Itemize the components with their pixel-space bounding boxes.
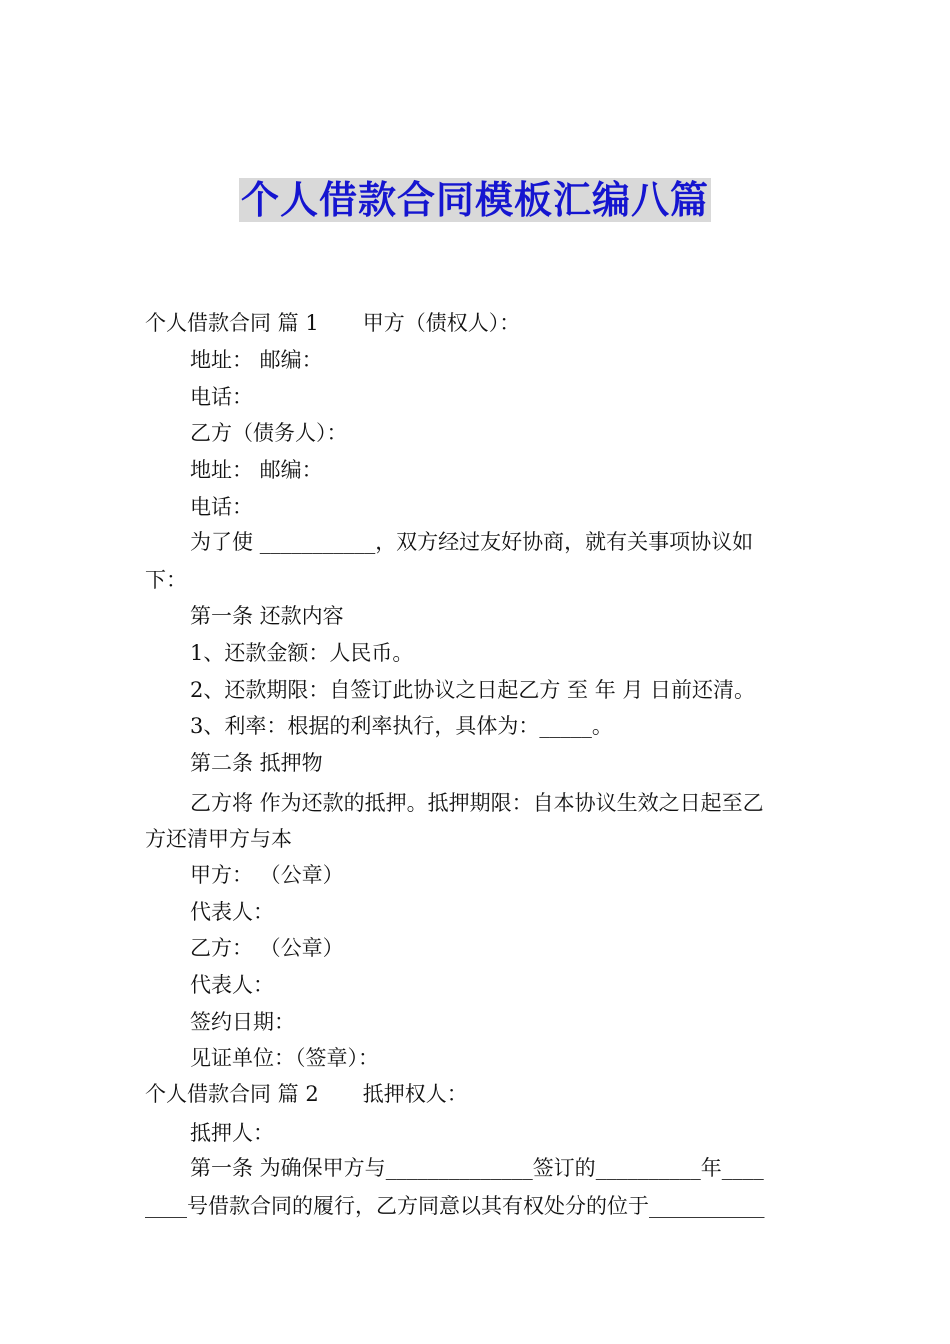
s2-article1-blank3: ____ [721, 1156, 764, 1180]
sign-a: 甲方： （公章） [190, 863, 344, 887]
item1: 1、还款金额：人民币。 [190, 641, 414, 665]
s2-article1-pre: 第一条 为确保甲方与 [190, 1156, 386, 1180]
article1-title: 第一条 还款内容 [190, 604, 344, 628]
mortgagee-label: 抵押权人： [362, 1082, 468, 1106]
section2-heading: 个人借款合同 篇 2 [145, 1082, 319, 1106]
section1-heading: 个人借款合同 篇 1 [145, 311, 319, 335]
s2-article1-cont-blank2: ___________ [649, 1194, 765, 1218]
item2: 2、还款期限：自签订此协议之日起乙方 至 年 月 日前还清。 [190, 678, 756, 702]
purpose-blank: ___________ [259, 530, 376, 554]
witness: 见证单位：（签章）： [190, 1046, 379, 1070]
mortgagor-label: 抵押人： [190, 1121, 274, 1145]
sign-date: 签约日期： [190, 1010, 295, 1034]
address-b: 地址： 邮编： [190, 458, 323, 482]
item3-line [190, 713, 810, 739]
purpose-cont: 下： [145, 568, 187, 592]
party-a-label: 甲方（债权人）： [362, 311, 521, 335]
item3-pre: 3、利率：根据的利率执行，具体为： [190, 714, 540, 738]
s2-article1-line [190, 1155, 810, 1181]
article2-title: 第二条 抵押物 [190, 751, 323, 775]
phone-a: 电话： [190, 385, 253, 409]
article2-text: 乙方将 作为还款的抵押。抵押期限：自本协议生效之日起至乙 [190, 791, 764, 815]
rep-b: 代表人： [190, 973, 274, 997]
s2-article1-cont-blank: ____ [145, 1194, 187, 1218]
article2-cont: 方还清甲方与本 [145, 827, 292, 851]
address-a: 地址： 邮编： [190, 348, 323, 372]
s2-article1-blank2: __________ [595, 1156, 701, 1180]
purpose-line [190, 529, 810, 555]
party-b-label: 乙方（债务人）： [190, 421, 348, 445]
s2-article1-cont-line [145, 1193, 810, 1219]
item3-post: 。 [591, 714, 613, 738]
phone-b: 电话： [190, 495, 253, 519]
s2-article1-cont: 号借款合同的履行，乙方同意以其有权处分的位于 [187, 1194, 649, 1218]
rep-a: 代表人： [190, 900, 274, 924]
sign-b: 乙方： （公章） [190, 936, 344, 960]
s2-article1-year: 年 [700, 1156, 722, 1180]
section2-heading-line [145, 1081, 810, 1107]
s2-article1-blank1: ______________ [385, 1156, 533, 1180]
purpose-pre: 为了使 [190, 530, 253, 554]
document-title: 个人借款合同模板汇编八篇 [240, 178, 709, 222]
s2-article1-mid: 签订的 [532, 1156, 596, 1180]
item3-blank: _____ [539, 714, 592, 738]
title-wrap [0, 178, 950, 222]
section1-heading-line [145, 310, 810, 336]
purpose-post: ，双方经过友好协商，就有关事项协议如 [375, 530, 754, 554]
